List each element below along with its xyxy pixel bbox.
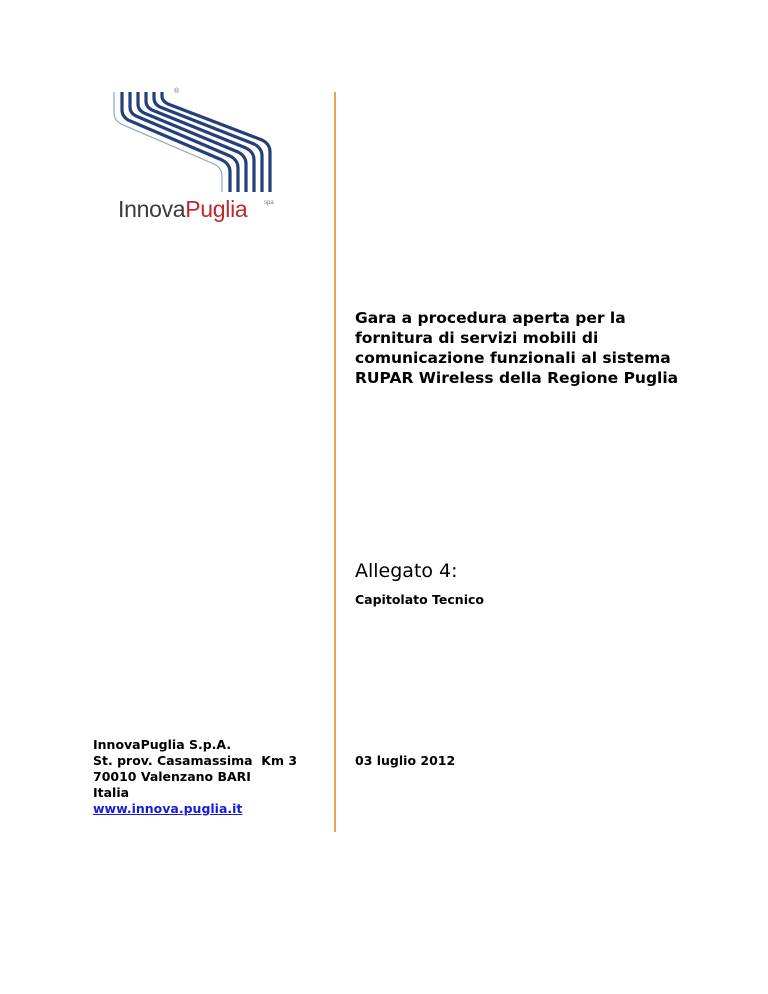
logo-stripes-icon	[108, 88, 278, 193]
company-address	[93, 737, 333, 817]
innovapuglia-logo	[108, 88, 278, 228]
address-country: Italia	[93, 785, 130, 800]
vertical-divider	[334, 92, 336, 832]
address-company: InnovaPuglia S.p.A.	[93, 737, 232, 752]
annex-subtitle: Capitolato Tecnico	[355, 592, 484, 607]
document-date: 03 luglio 2012	[355, 753, 456, 768]
website-link[interactable]: www.innova.puglia.it	[93, 801, 243, 816]
address-street: St. prov. Casamassima Km 3	[93, 753, 298, 768]
annex-heading: Allegato 4:	[355, 560, 458, 582]
logo-word-puglia: Puglia	[185, 196, 248, 222]
logo-word-innova: Innova	[118, 196, 186, 222]
logo-spa-suffix: spa	[264, 200, 274, 206]
document-title: Gara a procedura aperta per la fornitura di servizi mobili di comunicazione funzionali al sistema RUPAR Wireless della Regione Puglia	[355, 309, 679, 387]
address-city: 70010 Valenzano BARI	[93, 769, 251, 784]
logo-wordmark	[118, 196, 247, 223]
registered-mark: ®	[174, 88, 180, 95]
